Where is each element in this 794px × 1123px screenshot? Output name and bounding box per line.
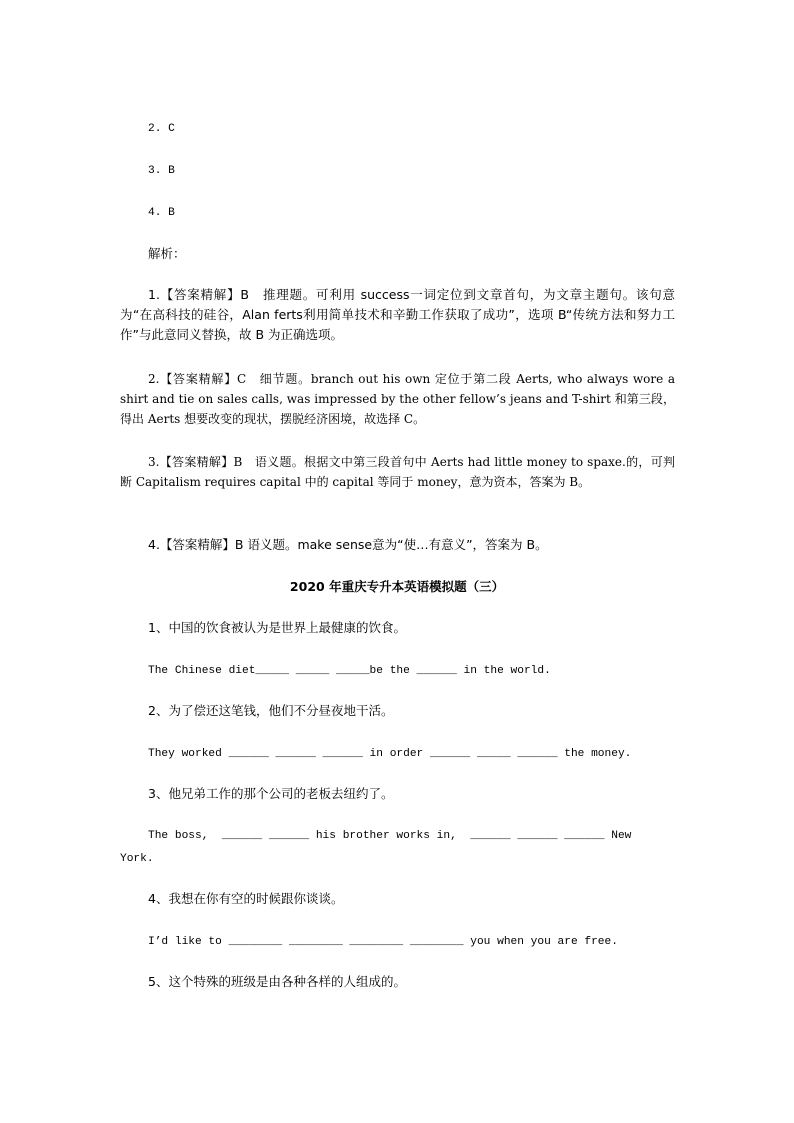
question-cn: 2、为了偿还这笔钱，他们不分昼夜地干活。 — [148, 703, 394, 718]
section-title: 2020 年重庆专升本英语模拟题（三） — [289, 579, 505, 594]
question-cn: 1、中国的饮食被认为是世界上最健康的饮食。 — [148, 620, 406, 635]
analysis-label: 解析： — [148, 246, 186, 261]
question-en: The boss, ______ ______ his brother works in, ______ ______ ______ New — [148, 830, 632, 842]
explanation-4: 4.【答案精解】B 语义题。make sense意为“使…有意义”，答案为 B。 — [148, 537, 548, 552]
explanation-2: 2.【答案精解】C 细节题。branch out his own 定位于第二段 Aerts, who always wore a shirt and tie on sales calls, was impressed by the other fellow’s jeans and T-shirt 和第三段，得出 Aerts 想要改变的现状，摆脱经济困境，故选择 C。 — [120, 372, 675, 426]
explanation-1: 1.【答案精解】B 推理题。可利用 success一词定位到文章首句，为文章主题句。该句意为“在高科技的硅谷，Alan ferts利用简单技术和辛勤工作获取了成功”，选项 B“传统方法和努力工作”与此意同义替换，故 B 为正确选项。 — [120, 287, 675, 342]
question-cn: 4、我想在你有空的时候跟你谈谈。 — [148, 891, 344, 906]
answer-line: 3. B — [148, 165, 175, 177]
question-en: They worked ______ ______ ______ in order ______ _____ ______ the money. — [148, 748, 632, 760]
question-en-continued: York. — [120, 853, 154, 865]
answer-line: 2. C — [148, 123, 175, 135]
question-cn: 5、这个特殊的班级是由各种各样的人组成的。 — [148, 974, 406, 989]
question-en: The Chinese diet_____ _____ _____be the ______ in the world. — [148, 665, 551, 677]
answer-line: 4. B — [148, 207, 175, 219]
explanation-3: 3.【答案精解】B 语义题。根据文中第三段首句中 Aerts had little money to spaxe.的，可判断 Capitalism requires capital 中的 capital 等同于 money，意为资本，答案为 B。 — [120, 455, 675, 489]
question-cn: 3、他兄弟工作的那个公司的老板去纽约了。 — [148, 786, 394, 801]
question-en: I’d like to ________ ________ ________ ________ you when you are free. — [148, 936, 618, 948]
